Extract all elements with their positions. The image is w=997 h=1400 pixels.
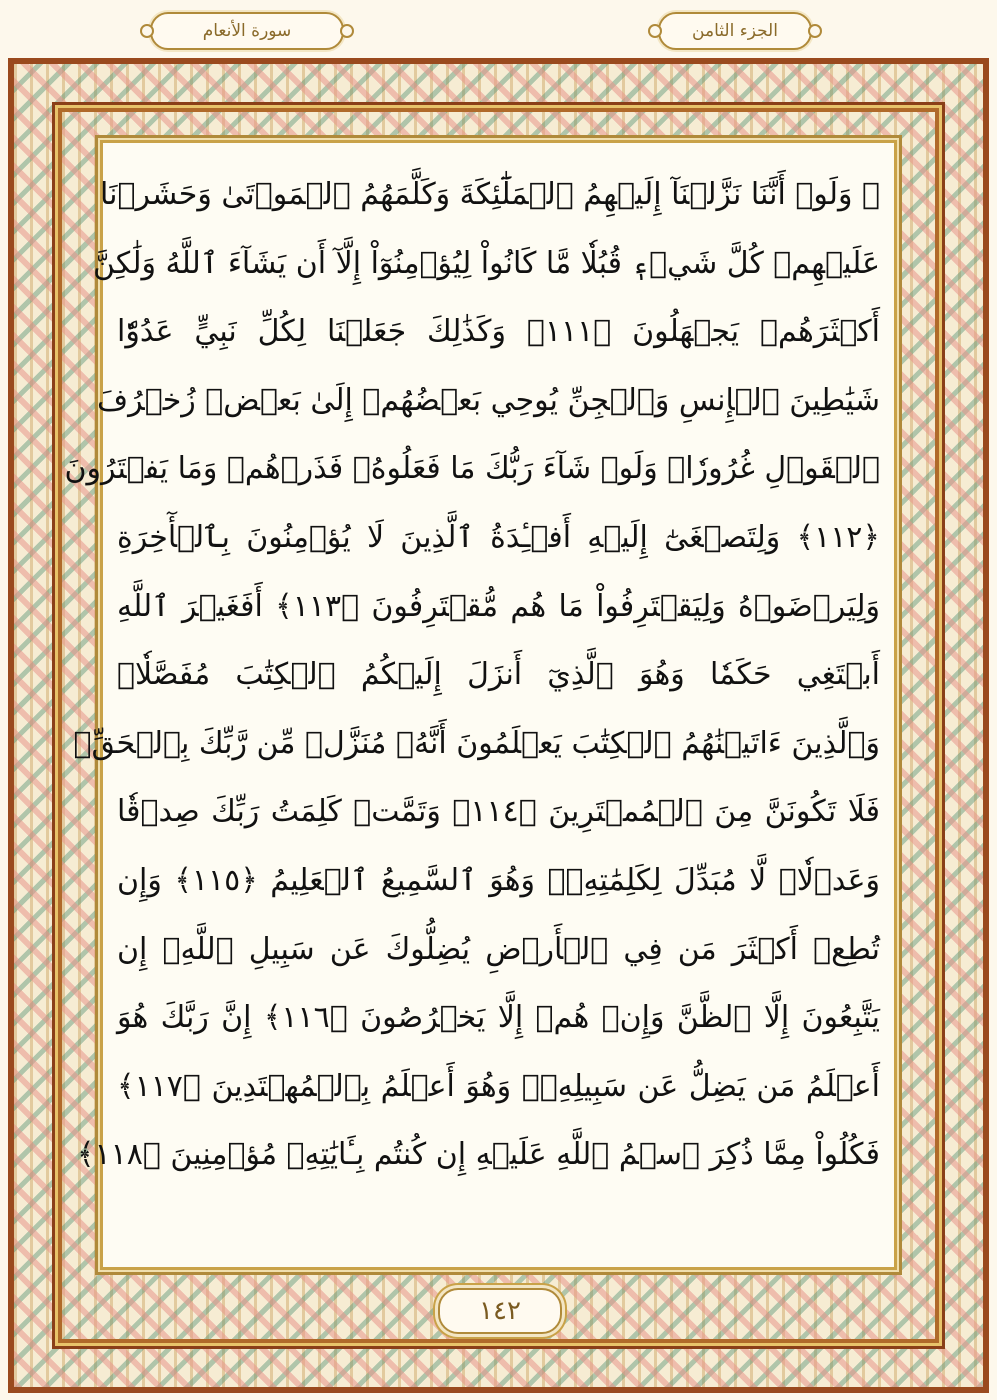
verse-lines: [64, 161, 881, 1190]
verse-line: شَيَٰطِينَ ٱلۡإِنسِ وَٱلۡجِنِّ يُوحِي بَعۡضُهُمۡ إِلَىٰ بَعۡضٖ زُخۡرُفَ: [97, 382, 880, 418]
surah-name-header: [150, 12, 344, 50]
verse-text-panel: [64, 140, 897, 1270]
page-number: ١٤٢: [479, 1296, 521, 1326]
verse-line: وَٱلَّذِينَ ءَاتَيۡنَٰهُمُ ٱلۡكِتَٰبَ يَعۡلَمُونَ أَنَّهُۥ مُنَزَّلٞ مِّن رَّبِّكَ بِٱلۡحَقِّۖ: [73, 725, 880, 761]
juz-name-header: [658, 12, 812, 50]
verse-line: أَعۡلَمُ مَن يَضِلُّ عَن سَبِيلِهِۦۖ وَهُوَ أَعۡلَمُ بِٱلۡمُهۡتَدِينَ ﴿١١٧﴾: [117, 1068, 880, 1104]
verse-line: أَكۡثَرَهُمۡ يَجۡهَلُونَ ﴿١١١﴾ وَكَذَٰلِكَ جَعَلۡنَا لِكُلِّ نَبِيٍّ عَدُوّٗا: [117, 314, 880, 350]
juz-name: الجزء الثامن: [692, 21, 778, 41]
verse-line: ۞ وَلَوۡ أَنَّنَا نَزَّلۡنَآ إِلَيۡهِمُ ٱلۡمَلَٰٓئِكَةَ وَكَلَّمَهُمُ ٱلۡمَوۡتَىٰ وَحَشَرۡنَا: [99, 177, 880, 212]
verse-line: وَعَدۡلٗاۚ لَّا مُبَدِّلَ لِكَلِمَٰتِهِۦۚ وَهُوَ ٱلسَّمِيعُ ٱلۡعَلِيمُ ﴿١١٥﴾ وَإِن: [117, 862, 881, 898]
verse-line: فَكُلُواْ مِمَّا ذُكِرَ ٱسۡمُ ٱللَّهِ عَلَيۡهِ إِن كُنتُم بِـَٔايَٰتِهِۦ مُؤۡمِنِينَ ﴿١١٨﴾: [76, 1137, 880, 1173]
verse-line: عَلَيۡهِمۡ كُلَّ شَيۡءٖ قُبُلٗا مَّا كَانُواْ لِيُؤۡمِنُوٓاْ إِلَّآ أَن يَشَآءَ ٱللَّهُ وَلَٰكِنَّ: [92, 245, 880, 281]
verse-line: يَتَّبِعُونَ إِلَّا ٱلظَّنَّ وَإِنۡ هُمۡ إِلَّا يَخۡرُصُونَ ﴿١١٦﴾ إِنَّ رَبَّكَ هُوَ: [117, 1000, 880, 1036]
verse-line: تُطِعۡ أَكۡثَرَ مَن فِي ٱلۡأَرۡضِ يُضِلُّوكَ عَن سَبِيلِ ٱللَّهِۚ إِن: [117, 931, 880, 967]
verse-line: ﴿١١٢﴾ وَلِتَصۡغَىٰٓ إِلَيۡهِ أَفۡـِٔدَةُ ٱلَّذِينَ لَا يُؤۡمِنُونَ بِٱلۡأٓخِرَةِ: [117, 519, 880, 555]
verse-line: فَلَا تَكُونَنَّ مِنَ ٱلۡمُمۡتَرِينَ ﴿١١٤﴾ وَتَمَّتۡ كَلِمَتُ رَبِّكَ صِدۡقٗا: [117, 794, 880, 830]
verse-line: أَبۡتَغِي حَكَمٗا وَهُوَ ٱلَّذِيٓ أَنزَلَ إِلَيۡكُمُ ٱلۡكِتَٰبَ مُفَصَّلٗاۚ: [117, 657, 880, 693]
surah-name: سورة الأنعام: [202, 21, 292, 41]
verse-line: ٱلۡقَوۡلِ غُرُورٗاۚ وَلَوۡ شَآءَ رَبُّكَ مَا فَعَلُوهُۖ فَذَرۡهُمۡ وَمَا يَفۡتَرُونَ: [64, 451, 880, 487]
verse-line: وَلِيَرۡضَوۡهُ وَلِيَقۡتَرِفُواْ مَا هُم مُّقۡتَرِفُونَ ﴿١١٣﴾ أَفَغَيۡرَ ٱللَّهِ: [117, 588, 880, 624]
page-number-badge: [438, 1288, 562, 1334]
